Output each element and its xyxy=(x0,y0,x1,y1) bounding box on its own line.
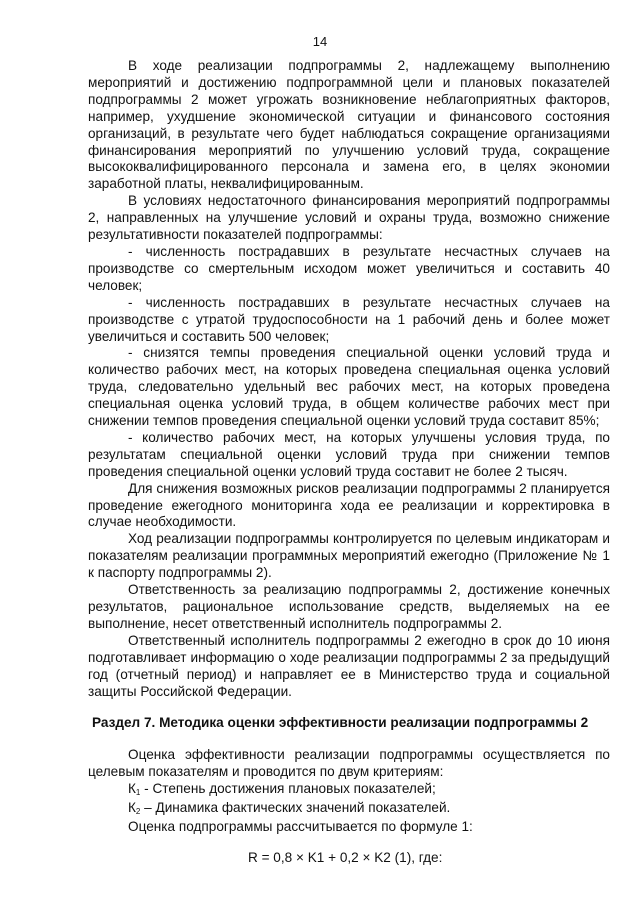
paragraph-control: Ход реализации подпрограммы контролируется по целевым индикаторам и показателям реализации программных мероприятий ежегодно (Приложение № 1 к паспорту подпрограммы 2). xyxy=(88,531,610,581)
criterion-k2-letter: К xyxy=(128,800,136,816)
paragraph-evaluation-intro: Оценка эффективности реализации подпрограммы осуществляется по целевым показателям и проводится по двум критериям: xyxy=(88,747,610,780)
criterion-k2-subscript: 2 xyxy=(135,807,141,817)
criterion-k2 xyxy=(88,800,610,819)
paragraph-risks: В ходе реализации подпрограммы 2, надлежащему выполнению мероприятий и достижению подпрограммной цели и плановых показателей подпрограммы 2 может угрожать возникновение неблагоприятных факторов, например, ухудшение экономической ситуации и финансового состояния организаций, в результате чего будет наблюдаться сокращение организациями финансирования мероприятий по улучшению условий труда, сокращение высококвалифицированного персонала и замена его, в целях экономии заработной платы, неквалифицированным. xyxy=(88,58,610,192)
criterion-k1-subscript: 1 xyxy=(135,788,141,798)
list-item-improved-workplaces: - количество рабочих мест, на которых улучшены условия труда, по результатам специальной оценки условий труда при снижении темпов проведения специальной оценки условий труда составит не более 2 тысяч. xyxy=(88,429,610,479)
page-number: 14 xyxy=(312,34,328,49)
paragraph-financing: В условиях недостаточного финансирования мероприятий подпрограммы 2, направленных на улучшение условий и охраны труда, возможно снижение результативности показателей подпрограммы: xyxy=(88,193,610,243)
criterion-k2-text: – Динамика фактических значений показателей. xyxy=(140,800,451,816)
criterion-k1-letter: К xyxy=(128,781,136,797)
paragraph-responsibility: Ответственность за реализацию подпрограммы 2, достижение конечных результатов, рациональное использование средств, выделяемых на ее выполнение, несет ответственный исполнитель подпрограммы 2. xyxy=(88,582,610,631)
formula: R = 0,8 × K1 + 0,2 × K2 (1), где: xyxy=(248,849,443,865)
document-body xyxy=(88,58,610,867)
list-item-fatal-injuries: - численность пострадавших в результате несчастных случаев на производстве со смертельным исходом может увеличиться и составить 40 человек; xyxy=(88,243,610,293)
criterion-k1 xyxy=(88,781,610,800)
section-heading: Раздел 7. Методика оценки эффективности реализации подпрограммы 2 xyxy=(92,715,589,731)
criterion-k1-text: - Степень достижения плановых показателей; xyxy=(140,781,436,797)
paragraph-monitoring: Для снижения возможных рисков реализации подпрограммы 2 планируется проведение ежегодного мониторинга хода ее реализации и корректировка в случае необходимости. xyxy=(88,480,610,530)
formula-intro: Оценка подпрограммы рассчитывается по формуле 1: xyxy=(128,818,473,834)
list-item-assessment-pace: - снизятся темпы проведения специальной оценки условий труда и количество рабочих мест, на которых проведена специальная оценка условий труда, следовательно удельный вес рабочих мест, на которых проведена специальная оценка условий труда, в общем количестве рабочих мест при снижении темпов проведения специальной оценки условий труда составит 85%; xyxy=(88,345,610,429)
list-item-disability-injuries: - численность пострадавших в результате несчастных случаев на производстве с утратой трудоспособности на 1 рабочий день и более может увеличиться и составить 500 человек; xyxy=(88,294,610,344)
paragraph-reporting: Ответственный исполнитель подпрограммы 2 ежегодно в срок до 10 июня подготавливает информацию о ходе реализации подпрограммы 2 за предыдущий год (отчетный период) и направляет ее в Министерство труда и социальной защиты Российской Федерации. xyxy=(88,632,610,699)
